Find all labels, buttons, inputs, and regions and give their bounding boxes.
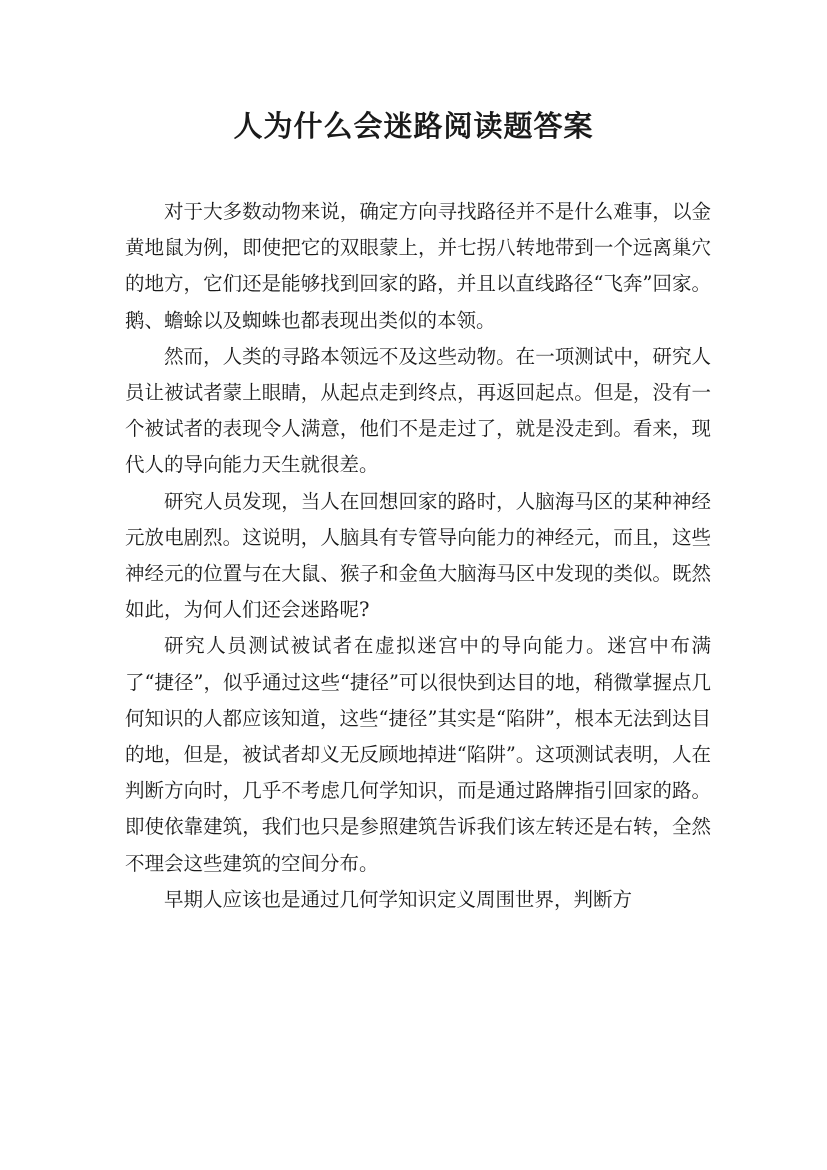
document-body [125,194,711,918]
paragraph: 对于大多数动物来说，确定方向寻找路径并不是什么难事，以金黄地鼠为例，即使把它的双眼蒙上，并七拐八转地带到一个远离巢穴的地方，它们还是能够找到回家的路，并且以直线路径“飞奔”回家。鹅、蟾蜍以及蜘蛛也都表现出类似的本领。 [125,200,711,332]
paragraph: 然而，人类的寻路本领远不及这些动物。在一项测试中，研究人员让被试者蒙上眼睛，从起点走到终点，再返回起点。但是，没有一个被试者的表现令人满意，他们不是走过了，就是没走到。看来，现代人的导向能力天生就很差。 [125,344,711,477]
paragraph: 研究人员发现，当人在回想回家的路时，人脑海马区的某种神经元放电剧烈。这说明，人脑具有专管导向能力的神经元，而且，这些神经元的位置与在大鼠、猴子和金鱼大脑海马区中发现的类似。既然如此，为何人们还会迷路呢? [125,489,711,622]
paragraph: 研究人员测试被试者在虚拟迷宫中的导向能力。迷宫中布满了“捷径”，似乎通过这些“捷径”可以很快到达目的地，稍微掌握点几何知识的人都应该知道，这些“捷径”其实是“陷阱”，根本无法到达目的地，但是，被试者却义无反顾地掉进“陷阱”。这项测试表明，人在判断方向时，几乎不考虑几何学知识，而是通过路牌指引回家的路。即使依靠建筑，我们也只是参照建筑告诉我们该左转还是右转，全然不理会这些建筑的空间分布。 [125,634,711,875]
document-title: 人为什么会迷路阅读题答案 [233,109,594,143]
paragraph: 早期人应该也是通过几何学知识定义周围世界，判断方 [164,887,633,911]
